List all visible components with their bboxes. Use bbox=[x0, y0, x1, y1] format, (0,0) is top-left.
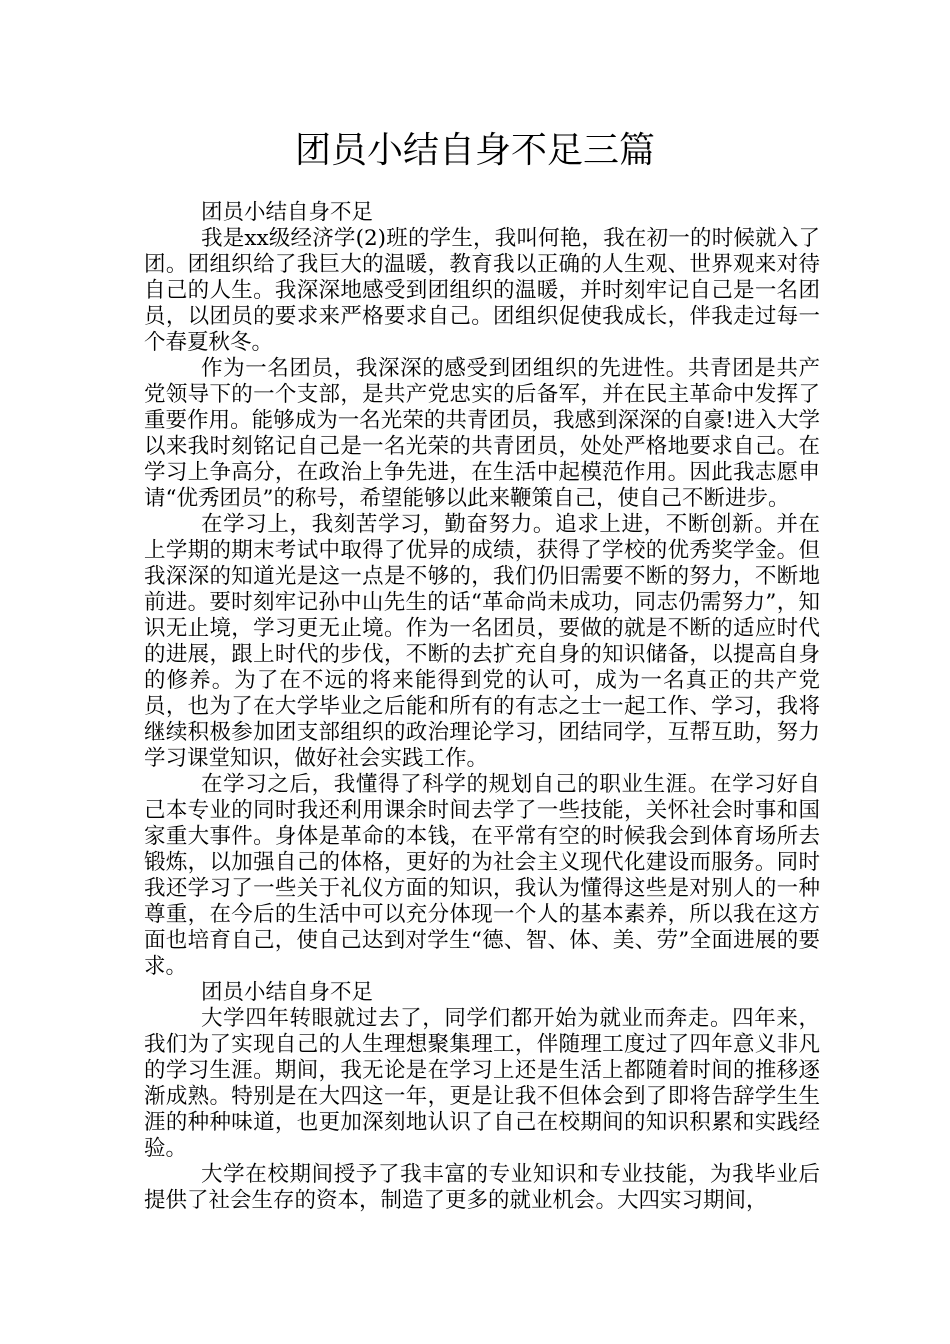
paragraph: 大学四年转眼就过去了，同学们都开始为就业而奔走。四年来，我们为了实现自己的人生理想聚集理工，伴随理工度过了四年意义非凡的学习生涯。期间，我无论是在学习上还是生活上都随着时间的推移逐渐成熟。特别是在大四这一年，更是让我不但体会到了即将告辞学生生涯的种种味道，也更加深刻地认识了自己在校期间的知识积累和实践经验。 bbox=[144, 1006, 820, 1161]
paragraph: 作为一名团员，我深深的感受到团组织的先进性。共青团是共产党领导下的一个支部，是共产党忠实的后备军，并在民主革命中发挥了重要作用。能够成为一名光荣的共青团员，我感到深深的自豪!进入大学以来我时刻铭记自己是一名光荣的共青团员，处处严格地要求自己。在学习上争高分，在政治上争先进，在生活中起模范作用。因此我志愿申请“优秀团员”的称号，希望能够以此来鞭策自己，使自己不断进步。 bbox=[144, 356, 820, 511]
paragraph: 在学习上，我刻苦学习，勤奋努力。追求上进，不断创新。并在上学期的期末考试中取得了优异的成绩，获得了学校的优秀奖学金。但我深深的知道光是这一点是不够的，我们仍旧需要不断的努力，不断地前进。要时刻牢记孙中山先生的话“革命尚未成功，同志仍需努力”，知识无止境，学习更无止境。作为一名团员，要做的就是不断的适应时代的进展，跟上时代的步伐，不断的去扩充自身的知识储备，以提高自身的修养。为了在不远的将来能得到党的认可，成为一名真正的共产党员，也为了在大学毕业之后能和所有的有志之士一起工作、学习，我将继续积极参加团支部组织的政治理论学习，团结同学，互帮互助，努力学习课堂知识，做好社会实践工作。 bbox=[144, 512, 820, 771]
section-heading: 团员小结自身不足 bbox=[201, 200, 374, 225]
paragraph: 我是xx级经济学(2)班的学生，我叫何艳，我在初一的时候就入了团。团组织给了我巨大的温暖，教育我以正确的人生观、世界观来对待自己的人生。我深深地感受到团组织的温暖，并时刻牢记自己是一名团员，以团员的要求来严格要求自己。团组织促使我成长，伴我走过每一个春夏秋冬。 bbox=[144, 226, 820, 355]
paragraph: 大学在校期间授予了我丰富的专业知识和专业技能，为我毕业后提供了社会生存的资本，制造了更多的就业机会。大四实习期间， bbox=[144, 1162, 820, 1213]
section-heading: 团员小结自身不足 bbox=[201, 980, 374, 1005]
document-body bbox=[144, 200, 820, 1214]
paragraph: 在学习之后，我懂得了科学的规划自己的职业生涯。在学习好自己本专业的同时我还利用课余时间去学了一些技能，关怀社会时事和国家重大事件。身体是革命的本钱，在平常有空的时候我会到体育场所去锻炼，以加强自己的体格，更好的为社会主义现代化建设而服务。同时我还学习了一些关于礼仪方面的知识，我认为懂得这些是对别人的一种尊重，在今后的生活中可以充分体现一个人的基本素养，所以我在这方面也培育自己，使自己达到对学生“德、智、体、美、劳”全面进展的要求。 bbox=[144, 772, 820, 979]
document-title: 团员小结自身不足三篇 bbox=[294, 130, 655, 171]
